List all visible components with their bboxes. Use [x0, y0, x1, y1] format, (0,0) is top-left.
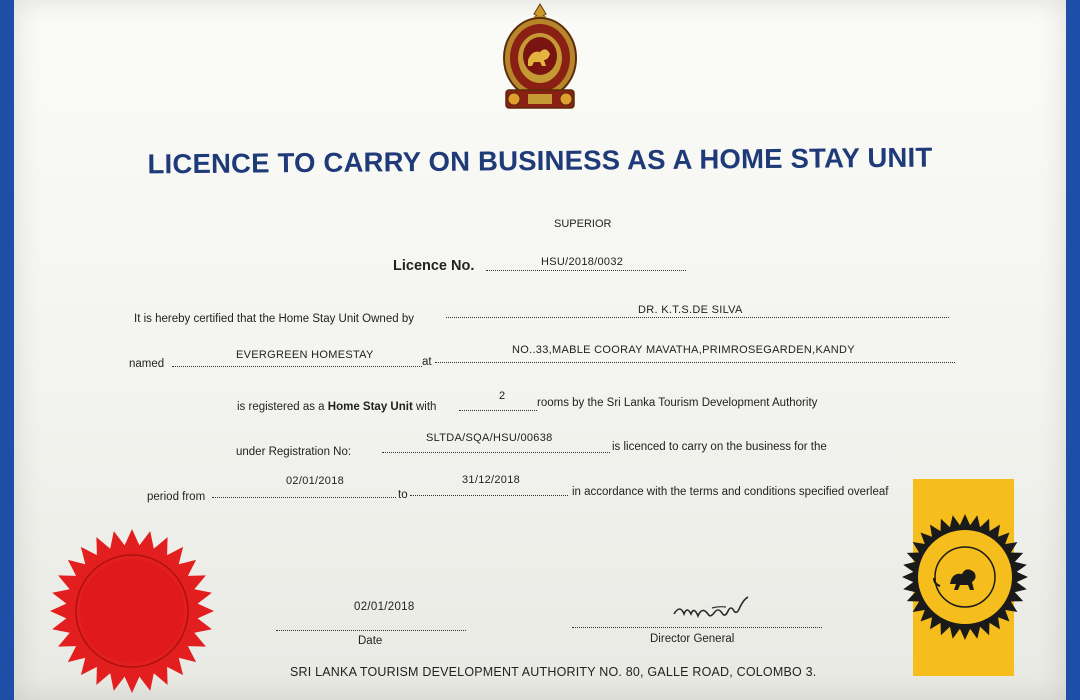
home-stay-unit-bold: Home Stay Unit — [327, 401, 413, 413]
sltda-seal — [900, 512, 1030, 642]
address: NO..33,MABLE COORAY MAVATHA,PRIMROSEGARDEN,KANDY — [512, 344, 855, 356]
period-from-dotted-line — [212, 497, 396, 498]
certificate-title: LICENCE TO CARRY ON BUSINESS AS A HOME STAY UNIT — [147, 141, 933, 180]
licence-label: Licence No. — [393, 258, 475, 274]
licence-dotted-line — [486, 270, 686, 271]
signatory-label: Director General — [650, 633, 735, 645]
named-label: named — [129, 358, 165, 370]
period-to-dotted-line — [410, 495, 568, 496]
grade-label: SUPERIOR — [554, 218, 612, 230]
rooms-text: rooms by the Sri Lanka Tourism Development Authority — [537, 397, 818, 409]
issue-date: 02/01/2018 — [354, 601, 415, 613]
owner-dotted-line — [446, 317, 949, 318]
date-label: Date — [358, 635, 383, 647]
national-emblem — [500, 2, 580, 114]
registration-number: SLTDA/SQA/HSU/00638 — [426, 432, 553, 444]
at-label: at — [422, 356, 432, 368]
terms-text: in accordance with the terms and conditions specified overleaf — [572, 486, 889, 498]
registered-text: is registered as a Home Stay Unit with — [237, 401, 437, 413]
period-label: period from — [147, 491, 206, 503]
date-dotted-line — [276, 630, 466, 631]
licenced-text: is licenced to carry on the business for the — [612, 441, 827, 453]
period-from: 02/01/2018 — [286, 475, 345, 487]
rooms-dotted-line — [459, 410, 537, 411]
certify-text: It is hereby certified that the Home Stay Unit Owned by — [134, 313, 414, 325]
unit-name-dotted-line — [172, 366, 422, 367]
signature-dotted-line — [572, 627, 822, 628]
period-to: 31/12/2018 — [462, 474, 521, 486]
rooms-count: 2 — [499, 390, 506, 402]
to-label: to — [398, 489, 408, 501]
registration-label: under Registration No: — [236, 446, 352, 458]
red-wax-seal — [48, 527, 216, 695]
address-dotted-line — [435, 362, 955, 363]
owner-name: DR. K.T.S.DE SILVA — [638, 304, 743, 316]
unit-name: EVERGREEN HOMESTAY — [236, 349, 374, 361]
licence-number: HSU/2018/0032 — [541, 256, 624, 268]
director-signature — [672, 594, 762, 622]
registration-dotted-line — [382, 452, 610, 453]
authority-footer: SRI LANKA TOURISM DEVELOPMENT AUTHORITY NO. 80, GALLE ROAD, COLOMBO 3. — [290, 665, 817, 679]
